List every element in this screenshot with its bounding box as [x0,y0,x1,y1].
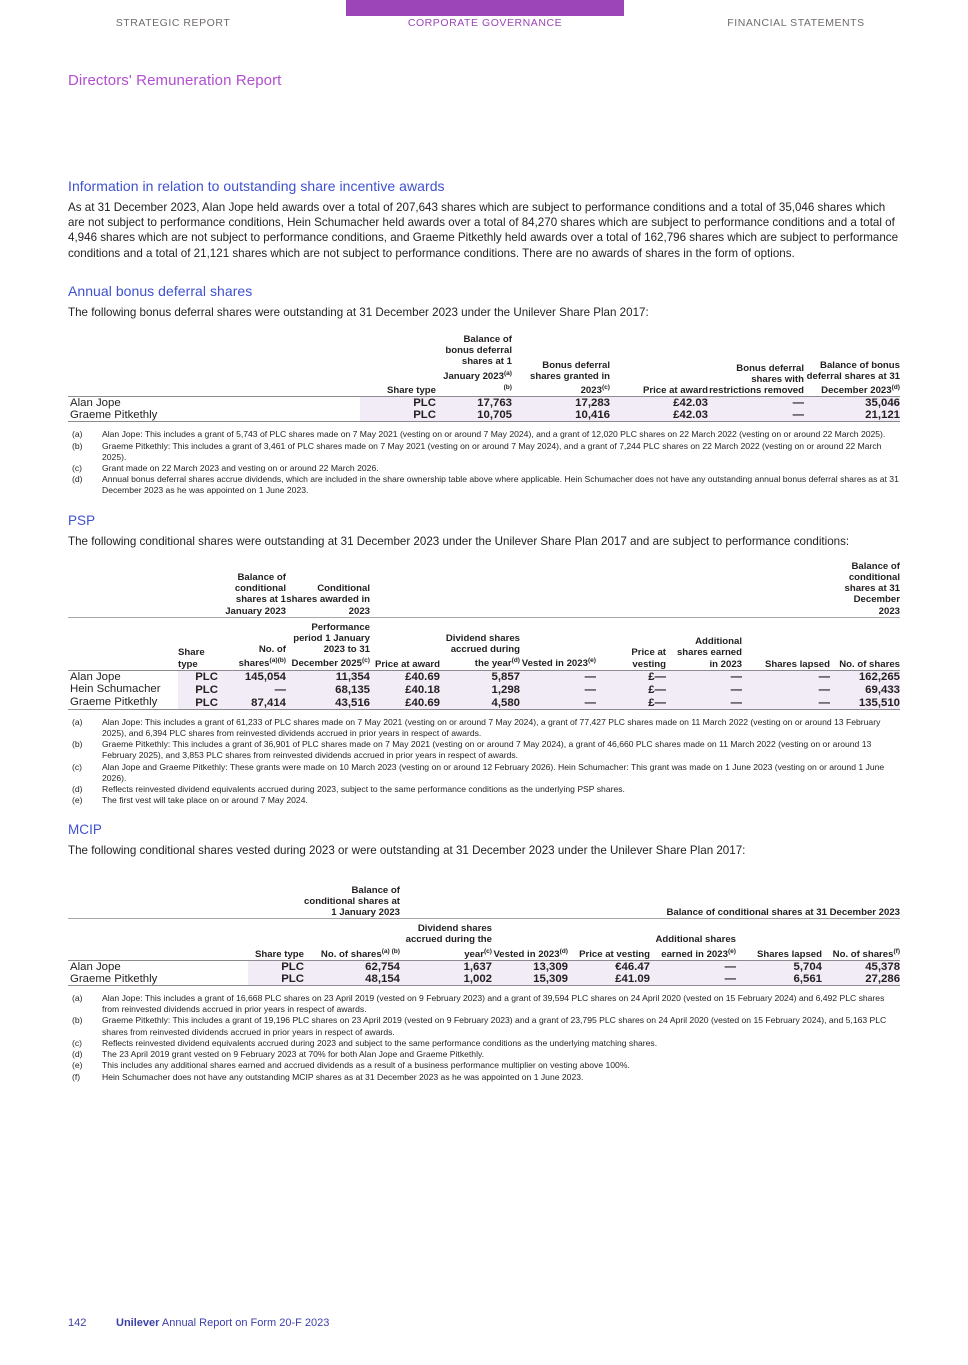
header-dividend-shares: Dividend shares accrued during the year$^{(c)}$ [400,919,492,961]
header-vested-in: Vested in 2023$^{(d)}$ [492,919,568,961]
footnotes-deferral [68,429,900,496]
header-balance-1jan: Balance of bonus deferral shares at 1 January $2023^{(a)(b)}$ [443,334,512,392]
section-heading-information: Information in relation to outstanding share incentive awards [68,178,445,194]
cell-price-at-vesting: €46.47 [568,961,650,974]
page-footer [68,1317,329,1329]
cell-no-of-shares-end: 162,265 [830,670,900,683]
table-psp [68,561,900,710]
footnote: (d) Annual bonus deferral shares accrue dividends, which are included in the share ownership table above where applicable. Hein Schumacher does not have any outstanding annual bonus deferral shares as at 31 December 2023 as he was appointed on 1 June 2023. [72,474,899,496]
row-label: Alan Jope [68,961,248,974]
header-shares-lapsed: Shares lapsed [736,919,822,961]
footer-text: Annual Report on Form 20-F 2023 [159,1317,330,1329]
header-additional-shares: Additional shares earned in 2023 [666,617,742,670]
group-header-balance-1jan: Balance of conditional shares at 1 January 2023 [304,884,400,919]
main-content [68,178,900,1083]
cell-vested-in: — [520,670,596,683]
cell-no-of-shares-end: 69,433 [830,683,900,696]
cell-performance-period: 43,516 [286,696,370,710]
row-label: Alan Jope [68,397,360,410]
cell-price-at-award: £42.03 [610,409,708,422]
cell-no-of-shares-end: 27,286 [822,973,900,986]
table-row [68,961,900,974]
header-price-at-vesting: Price at vesting [568,919,650,961]
table-row [68,397,900,410]
header-no-of-shares-end: No. of shares [830,617,900,670]
section-heading-deferral: Annual bonus deferral shares [68,282,253,299]
cell-shares-lapsed: — [742,683,830,696]
cell-shares-lapsed: 5,704 [736,961,822,974]
report-title: Directors' Remuneration Report [68,72,282,89]
top-navigation [0,0,968,34]
section-heading-mcip: MCIP [68,822,102,838]
cell-balance-1jan: 10,705 [436,409,512,422]
header-shares-lapsed: Shares lapsed [742,617,830,670]
header-restrictions-removed: Bonus deferral shares with restrictions removed [709,362,804,397]
nav-item-corporate-governance[interactable]: CORPORATE GOVERNANCE [407,17,563,29]
header-price-at-vesting: Price at vesting [596,617,666,670]
row-label: Alan Jope [68,670,178,683]
footnote: (f) Hein Schumacher does not have any outstanding MCIP shares as at 31 December 2023 as he was appointed on 1 June 2023. [72,1071,584,1082]
cell-additional-shares: — [666,696,742,710]
cell-no-of-shares: 145,054 [218,670,286,683]
cell-additional-shares: — [666,683,742,696]
footnote: (b) Graeme Pitkethly: This includes a grant of 36,901 of PLC shares made on 7 May 2021 (vesting on or around 7 May 2024), a grant of 46,660 PLC shares made on 11 March 2022 (vesting on or around 13 February 2025), and 3,853 PLC shares from reinvested dividends accrued in prior years in respect of awards. [72,739,872,761]
cell-vested-in: 13,309 [492,961,568,974]
cell-shares-lapsed: 6,561 [736,973,822,986]
cell-price-at-vesting: £— [596,670,666,683]
cell-no-of-shares-end: 135,510 [830,696,900,710]
row-label: Hein Schumacher [70,682,161,695]
footnote: (c) Reflects reinvested dividend equivalents accrued during 2023 and subject to the same performance conditions as the underlying matching shares. [72,1037,658,1048]
table-row [68,683,900,696]
section-paragraph-information: As at 31 December 2023, Alan Jope held awards over a total of 207,643 shares which are subject to performance conditions and a total of 35,046 shares which are not subject to performance conditions, Hein Schumacher held awards over a total of 84,270 shares which are subject to performance conditions and a total of 4,946 shares which are not subject to performance conditions, and Graeme Pitkethly held awards over a total of 162,796 shares which are subject to performance conditions and a total of 21,121 shares which are not subject to performance conditions. There are no awards of shares in the form of options. [68,201,899,260]
cell-dividend-shares: 5,857 [440,670,520,683]
cell-price-at-vesting: £41.09 [568,973,650,986]
cell-additional-shares: — [650,961,736,974]
header-balance-31dec: Balance of bonus deferral shares at 31 December 2023$^{(d)}$ [806,359,900,397]
header-price-at-award: Price at award [642,385,708,397]
section-paragraph-mcip: The following conditional shares vested during 2023 or were outstanding at 31 December 2023 under the Unilever Share Plan 2017: [68,844,746,858]
section-paragraph-deferral: The following bonus deferral shares were outstanding at 31 December 2023 under the Unilever Share Plan 2017: [68,305,649,319]
cell-additional-shares: — [666,670,742,683]
table-mcip [68,885,900,986]
table-row [68,409,900,422]
footnotes-psp [68,717,900,807]
footnote: (c) Alan Jope and Graeme Pitkethly: These grants were made on 10 March 2023 (vesting on or around 12 February 2026). Hein Schumacher: This grant was made on 1 June 2023 (vesting on or around 1 June 2026). [72,761,885,783]
header-vested-in: Vested in 2023$^{(e)}$ [520,617,596,670]
nav-item-strategic-report[interactable]: STRATEGIC REPORT [115,17,231,29]
table-group-header-row [68,885,900,919]
group-header-awarded: Conditional shares awarded in 2023 [286,583,370,617]
page-number: 142 [68,1317,87,1329]
section-paragraph-psp: The following conditional shares were outstanding at 31 December 2023 under the Unilever Share Plan 2017 and are subject to performance conditions: [68,534,850,548]
table-group-header-row [68,561,900,618]
cell-price-at-vesting: £— [596,683,666,696]
cell-dividend-shares: 1,002 [400,973,492,986]
section-heading-psp: PSP [68,512,96,528]
footnote: (a) Alan Jope: This includes a grant of 61,233 of PLC shares made on 7 May 2021 (vesting on or around 7 May 2024), a grant of 77,427 PLC shares made on 11 March 2022 (vesting on or around 13 February 2025), and 6,394 PLC shares from reinvested dividends accrued in prior years in respect of awards. [72,716,881,739]
cell-vested-in: — [520,696,596,710]
footnote: (d) The 23 April 2019 grant vested on 9 February 2023 at 70% for both Alan Jope and Graeme Pitkethly. [72,1049,485,1060]
cell-shares-lapsed: — [742,696,830,710]
cell-share-type: PLC [248,973,304,986]
cell-no-of-shares: 48,154 [304,973,400,986]
cell-granted: 17,283 [512,397,610,410]
footnote: (a) Alan Jope: This includes a grant of 5,743 of PLC shares made on 7 May 2021 (vesting on or around 7 May 2024), and a grant of 12,020 PLC shares on 22 March 2022 (vesting on or around 22 March 2025). [72,429,886,440]
cell-vested-in: 15,309 [492,973,568,986]
cell-no-of-shares: 87,414 [218,696,286,710]
cell-restrictions-removed: — [708,397,804,410]
footnote: (a) Alan Jope: This includes a grant of 16,668 PLC shares on 23 April 2019 (vested on 9 February 2023) and a grant of 39,594 PLC shares on 24 April 2020 (vested on 15 February 2024) and 6,492 PLC shares from reinvested dividends accrued in prior years in respect of awards. [72,993,885,1015]
group-header-balance-31dec: Balance of conditional shares at 31 December 2023 [666,907,901,919]
cell-dividend-shares: 4,580 [440,696,520,710]
header-no-of-shares: No. of shares$^{(a)(b)}$ [218,617,286,670]
header-granted: Bonus deferral shares granted in 2023$^{(c)}$ [530,359,610,397]
cell-performance-period: 11,354 [286,670,370,683]
cell-performance-period: 68,135 [286,683,370,696]
cell-share-type: PLC [178,670,218,683]
cell-price-at-award: £40.69 [370,696,440,710]
header-dividend-shares: Dividend shares accrued during the year$^{(d)}$ [440,617,520,670]
row-label: Graeme Pitkethly [68,696,178,710]
cell-price-at-award: £42.03 [610,397,708,410]
group-header-balance-1jan: Balance of conditional shares at 1 January 2023 [225,572,286,617]
header-share-type: Share type [178,617,218,670]
nav-item-financial-statements[interactable]: FINANCIAL STATEMENTS [727,17,865,29]
table-row [68,696,900,710]
active-tab-indicator [346,0,624,16]
table-header-row [68,334,900,397]
cell-share-type: PLC [248,961,304,974]
cell-restrictions-removed: — [708,409,804,422]
footnote: (e) The first vest will take place on or around 7 May 2024. [72,795,308,806]
header-no-of-shares-end: No. of shares$^{(f)}$ [822,919,900,961]
footnote: (d) Reflects reinvested dividend equivalents accrued during 2023, subject to the same performance conditions as the underlying PSP shares. [72,784,625,795]
table-annual-bonus-deferral [68,334,900,422]
cell-no-of-shares-end: 45,378 [822,961,900,974]
cell-shares-lapsed: — [742,670,830,683]
table-header-row [68,919,900,961]
cell-share-type: PLC [178,683,218,696]
header-additional-shares: Additional shares earned in 2023$^{(e)}$ [650,919,736,961]
cell-no-of-shares: — [218,683,286,696]
row-label: Graeme Pitkethly [68,409,360,422]
footnotes-mcip [68,993,900,1083]
cell-balance-31dec: 35,046 [804,397,900,410]
header-share-type: Share type [386,385,436,397]
row-label: Graeme Pitkethly [68,973,248,986]
cell-dividend-shares: 1,637 [400,961,492,974]
table-row [68,670,900,683]
cell-additional-shares: — [650,973,736,986]
cell-balance-1jan: 17,763 [436,397,512,410]
cell-share-type: PLC [360,409,436,422]
cell-granted: 10,416 [512,409,610,422]
cell-share-type: PLC [360,397,436,410]
header-performance-period: Performance period 1 January 2023 to 31 December 2025$^{(c)}$ [286,617,370,670]
footer-brand: Unilever [116,1317,160,1329]
cell-no-of-shares: 62,754 [304,961,400,974]
group-header-balance-31dec: Balance of conditional shares at 31 December 2023 [844,560,900,617]
cell-balance-31dec: 21,121 [804,409,900,422]
table-header-row [68,617,900,670]
header-no-of-shares: No. of shares$^{(a) (b)}$ [304,919,400,961]
footnote: (b) Graeme Pitkethly: This includes a grant of 19,196 PLC shares on 23 April 2019 (vested on 9 February 2023) and a grant of 23,795 PLC shares on 24 April 2020 (vested on 15 February 2024), and 5,163 PLC shares from reinvested dividends accrued in prior years in respect of awards. [72,1015,887,1037]
cell-vested-in: — [520,683,596,696]
cell-share-type: PLC [178,696,218,710]
table-row [68,973,900,986]
cell-dividend-shares: 1,298 [440,683,520,696]
footnote: (b) Graeme Pitkethly: This includes a grant of 3,461 of PLC shares made on 7 May 2021 (vesting on or around 7 May 2024), and a grant of 7,244 PLC shares on 22 March 2022 (vesting on or around 22 March 2025). [72,440,882,462]
cell-price-at-award: £40.18 [370,683,440,696]
footnote: (c) Grant made on 22 March 2023 and vesting on or around 22 March 2026. [72,463,379,474]
header-share-type: Share type [248,919,304,961]
header-price-at-award: Price at award [370,617,440,670]
cell-price-at-vesting: £— [596,696,666,710]
footnote: (e) This includes any additional shares earned and accrued dividends as a result of a business performance multiplier on vesting above 100%. [72,1060,630,1071]
cell-price-at-award: £40.69 [370,670,440,683]
